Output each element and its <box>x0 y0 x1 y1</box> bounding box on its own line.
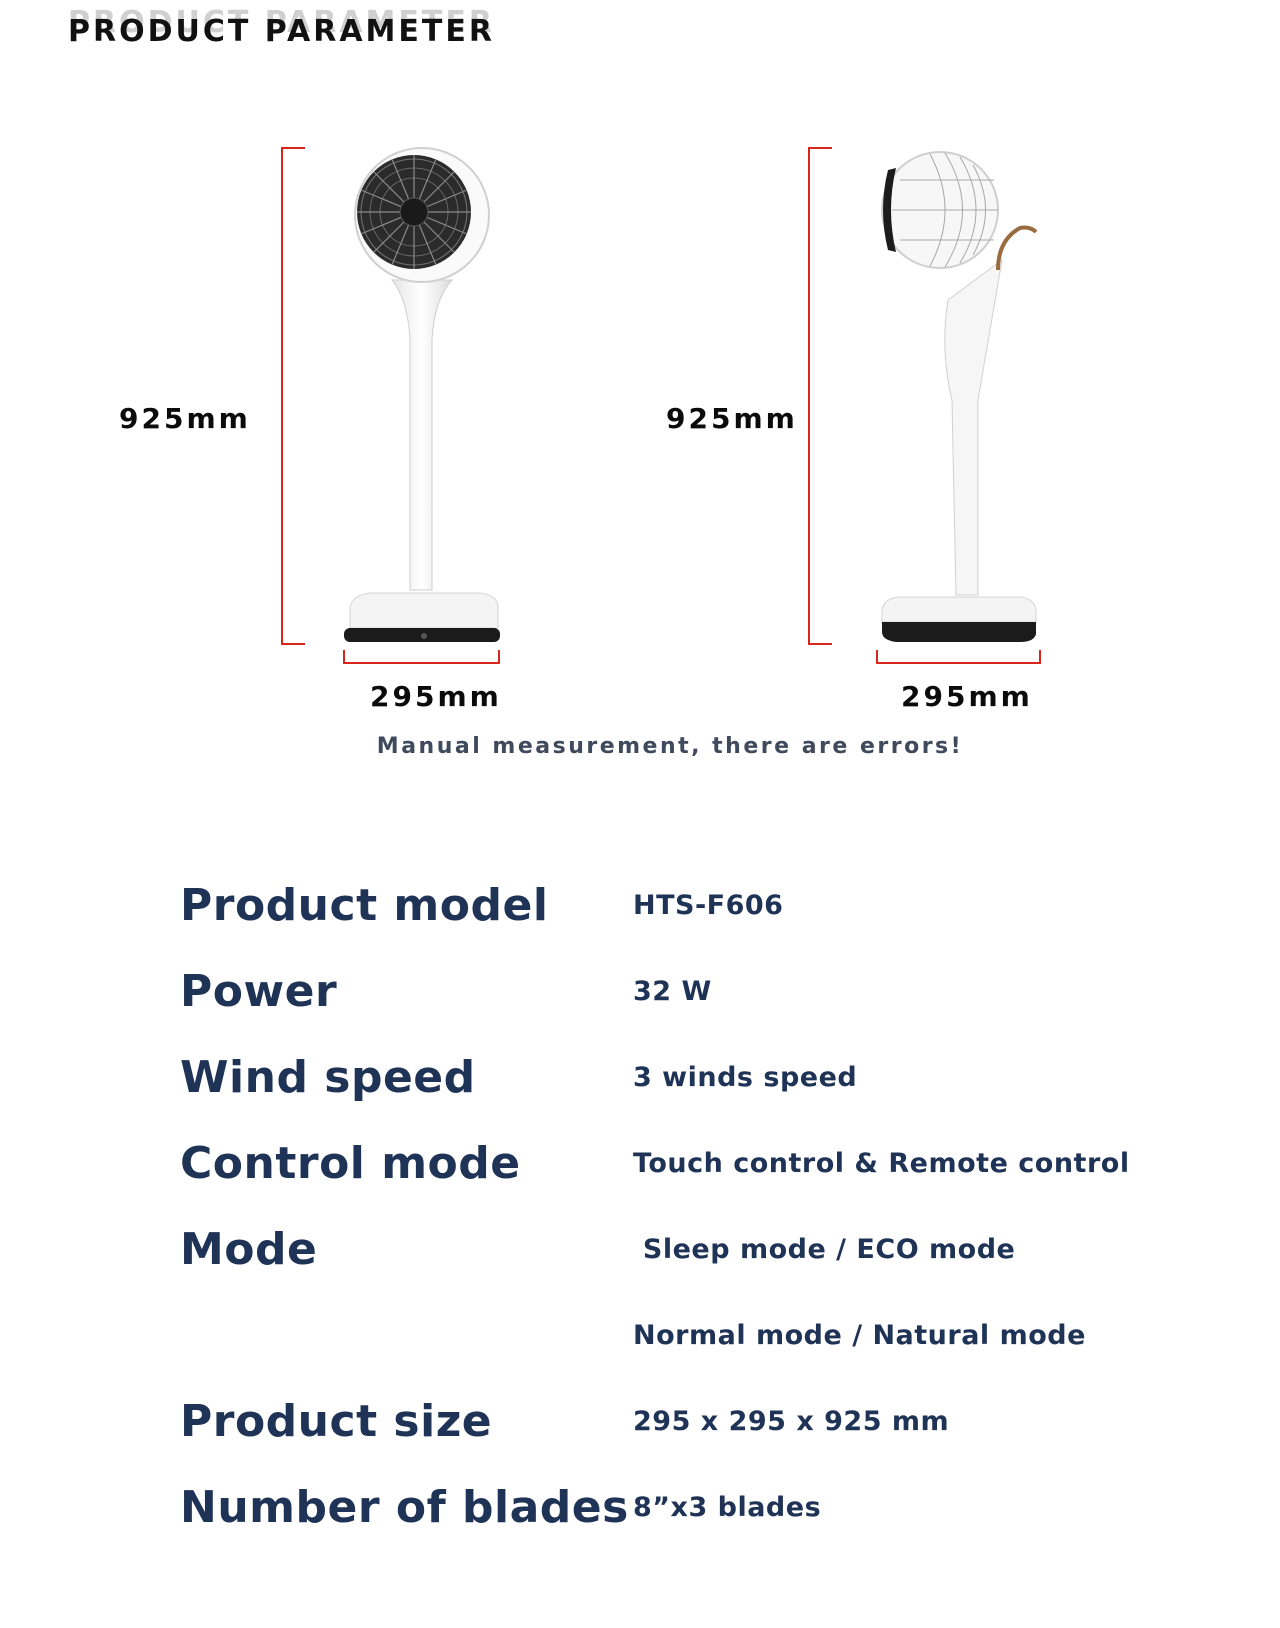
spec-row <box>0 1224 1280 1284</box>
spec-label: Control mode <box>180 1138 521 1189</box>
spec-label: Wind speed <box>180 1052 476 1103</box>
side-width-label: 295mm <box>901 680 1033 713</box>
spec-value: 32 W <box>633 976 712 1007</box>
spec-value: 295 x 295 x 925 mm <box>633 1406 950 1437</box>
side-height-label: 925mm <box>666 402 798 435</box>
spec-label: Mode <box>180 1224 318 1275</box>
spec-row <box>0 966 1280 1026</box>
spec-row <box>0 880 1280 940</box>
spec-label: Number of blades <box>180 1482 629 1533</box>
measurement-note: Manual measurement, there are errors! <box>376 734 964 759</box>
spec-row <box>0 1482 1280 1542</box>
spec-label: Power <box>180 966 338 1017</box>
page-title: PRODUCT PARAMETER <box>68 14 495 49</box>
spec-value: HTS-F606 <box>633 890 784 921</box>
front-width-bracket <box>343 650 500 664</box>
spec-value: Sleep mode / ECO mode <box>633 1234 1016 1265</box>
spec-value: Normal mode / Natural mode <box>633 1320 1086 1351</box>
spec-row <box>0 1310 1280 1370</box>
fan-side-view-image <box>870 140 1050 650</box>
spec-label: Product model <box>180 880 549 931</box>
side-width-bracket <box>876 650 1041 664</box>
spec-value: 3 winds speed <box>633 1062 858 1093</box>
spec-value: Touch control & Remote control <box>633 1148 1130 1179</box>
spec-row <box>0 1396 1280 1456</box>
front-height-label: 925mm <box>119 402 251 435</box>
fan-front-view-image <box>330 140 520 650</box>
front-height-bracket <box>281 147 305 645</box>
side-height-bracket <box>808 147 832 645</box>
spec-row <box>0 1052 1280 1112</box>
spec-label: Product size <box>180 1396 493 1447</box>
spec-value: 8”x3 blades <box>633 1492 822 1523</box>
front-width-label: 295mm <box>370 680 502 713</box>
spec-row <box>0 1138 1280 1198</box>
